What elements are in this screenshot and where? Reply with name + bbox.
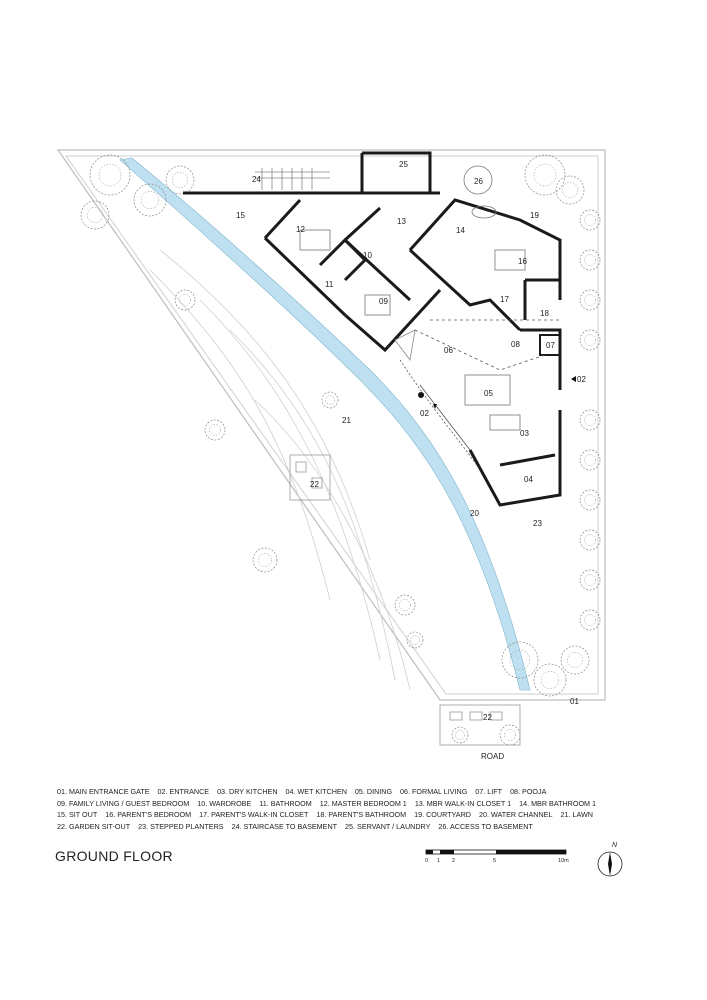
room-label: 22	[483, 713, 492, 722]
room-label: 25	[399, 160, 408, 169]
building-walls	[183, 153, 560, 505]
tree-icon	[407, 632, 423, 648]
scale-tick: 1	[437, 858, 441, 864]
room-label: 22	[310, 480, 319, 489]
tree-icon	[580, 490, 600, 510]
legend-item: 11. BATHROOM	[259, 798, 312, 808]
tree-canopy	[585, 335, 596, 346]
room-label: 24	[252, 175, 261, 184]
room-label: 11	[325, 280, 334, 289]
room-label: 09	[379, 297, 388, 306]
water-channel	[120, 158, 530, 690]
legend-row	[57, 821, 657, 833]
tree-canopy	[585, 575, 596, 586]
tree-canopy	[585, 295, 596, 306]
legend-item: 04. WET KITCHEN	[285, 787, 347, 796]
room-label: 05	[484, 389, 493, 398]
room-label: 14	[456, 226, 465, 235]
tree-icon	[395, 595, 415, 615]
tree-canopy	[141, 191, 159, 209]
tree-icon	[580, 610, 600, 630]
tree-canopy	[210, 425, 221, 436]
legend-item: 08. POOJA	[510, 787, 547, 796]
tree-canopy	[585, 255, 596, 266]
room-label: 15	[236, 211, 245, 220]
legend-item: 20. WATER CHANNEL	[478, 810, 553, 819]
legend-item: 09. FAMILY LIVING / GUEST BEDROOM	[57, 798, 190, 808]
legend-item: 05. DINING	[354, 787, 393, 796]
north-label: N	[612, 842, 618, 849]
tree-icon	[580, 250, 600, 270]
legend-item: 12. MASTER BEDROOM 1	[319, 798, 407, 808]
room-label: 02	[577, 375, 586, 384]
room-label: 21	[342, 416, 351, 425]
garden-sit-out-south	[440, 705, 520, 745]
tree-canopy	[326, 396, 335, 405]
tree-canopy	[456, 731, 465, 740]
legend-item: 18. PARENT'S BATHROOM	[316, 810, 407, 819]
legend-item: 01. MAIN ENTRANCE GATE	[57, 787, 150, 796]
road-label: ROAD	[481, 752, 505, 761]
legend-item: 19. COURTYARD	[414, 810, 471, 819]
legend-item: 26. ACCESS TO BASEMENT	[438, 821, 533, 831]
tree-icon	[561, 646, 589, 674]
legend-item: 06. FORMAL LIVING	[400, 787, 468, 796]
room-label: 23	[533, 519, 542, 528]
legend-item: 16. PARENT'S BEDROOM	[105, 810, 192, 819]
tree-icon	[253, 548, 277, 572]
legend-item: 03. DRY KITCHEN	[217, 787, 278, 796]
scale-tick: 10m	[558, 858, 569, 864]
tree-canopy	[172, 172, 187, 187]
tree-canopy	[180, 295, 191, 306]
tree-icon	[452, 727, 468, 743]
site-boundary	[58, 150, 605, 700]
room-label: 04	[524, 475, 533, 484]
legend-item: 24. STAIRCASE TO BASEMENT	[231, 821, 338, 831]
tree-canopy	[87, 207, 102, 222]
tree-icon	[525, 155, 565, 195]
legend-row	[57, 786, 657, 798]
tree-canopy	[541, 671, 559, 689]
scale-tick: 5	[493, 858, 497, 864]
tree-icon	[322, 392, 338, 408]
legend-row	[57, 798, 657, 810]
tree-icon	[580, 330, 600, 350]
room-label: 06	[444, 346, 453, 355]
legend-item: 02. ENTRANCE	[157, 787, 210, 796]
tree-icon	[500, 725, 520, 745]
tree-canopy	[258, 553, 271, 566]
tree-icon	[580, 450, 600, 470]
tree-canopy	[562, 182, 577, 197]
tree-icon	[580, 290, 600, 310]
north-arrow-icon	[596, 838, 626, 882]
drawing-title: GROUND FLOOR	[55, 848, 173, 864]
legend-item: 22. GARDEN SIT-OUT	[57, 821, 131, 831]
room-label: 10	[363, 251, 372, 260]
tree-icon	[90, 155, 130, 195]
legend-item: 25. SERVANT / LAUNDRY	[345, 821, 431, 831]
tree-canopy	[567, 652, 582, 667]
room-label: 03	[520, 429, 529, 438]
room-label: 13	[397, 217, 406, 226]
column-dot	[418, 392, 424, 398]
tree-icon	[580, 410, 600, 430]
tree-icon	[580, 210, 600, 230]
room-legend	[57, 786, 657, 832]
legend-item: 13. MBR WALK-IN CLOSET 1	[414, 798, 512, 808]
legend-item: 14. MBR BATHROOM 1	[519, 798, 597, 808]
scale-tick: 0	[425, 858, 429, 864]
tree-canopy	[585, 455, 596, 466]
entrance-arrow-east	[571, 376, 576, 382]
room-label: 20	[470, 509, 479, 518]
tree-icon	[205, 420, 225, 440]
room-label: 01	[570, 697, 579, 706]
tree-canopy	[534, 164, 556, 186]
room-label: 19	[530, 211, 539, 220]
tree-canopy	[585, 415, 596, 426]
room-label: 16	[518, 257, 527, 266]
tree-icon	[580, 570, 600, 590]
tree-canopy	[585, 535, 596, 546]
tree-icon	[580, 530, 600, 550]
room-label: 08	[511, 340, 520, 349]
tree-icon	[556, 176, 584, 204]
tree-canopy	[585, 495, 596, 506]
scale-bar	[424, 848, 574, 868]
legend-item: 10. WARDROBE	[197, 798, 252, 808]
tree-canopy	[400, 600, 411, 611]
legend-item: 17. PARENT'S WALK-IN CLOSET	[199, 810, 309, 819]
scale-tick: 2	[452, 858, 456, 864]
legend-row	[57, 809, 657, 821]
room-label: 17	[500, 295, 509, 304]
room-label: 12	[296, 225, 305, 234]
legend-item: 23. STEPPED PLANTERS	[138, 821, 224, 831]
tree-canopy	[585, 615, 596, 626]
legend-item: 07. LIFT	[475, 787, 503, 796]
tree-icon	[534, 664, 566, 696]
tree-canopy	[411, 636, 420, 645]
tree-canopy	[505, 730, 516, 741]
room-label: 07	[546, 341, 555, 350]
room-label: 26	[474, 177, 483, 186]
tree-canopy	[585, 215, 596, 226]
room-label: 18	[540, 309, 549, 318]
tree-icon	[166, 166, 194, 194]
room-label: 02	[420, 409, 429, 418]
legend-item: 21. LAWN	[560, 810, 593, 819]
legend-item: 15. SIT OUT	[57, 810, 98, 819]
tree-canopy	[99, 164, 121, 186]
tree-icon	[81, 201, 109, 229]
